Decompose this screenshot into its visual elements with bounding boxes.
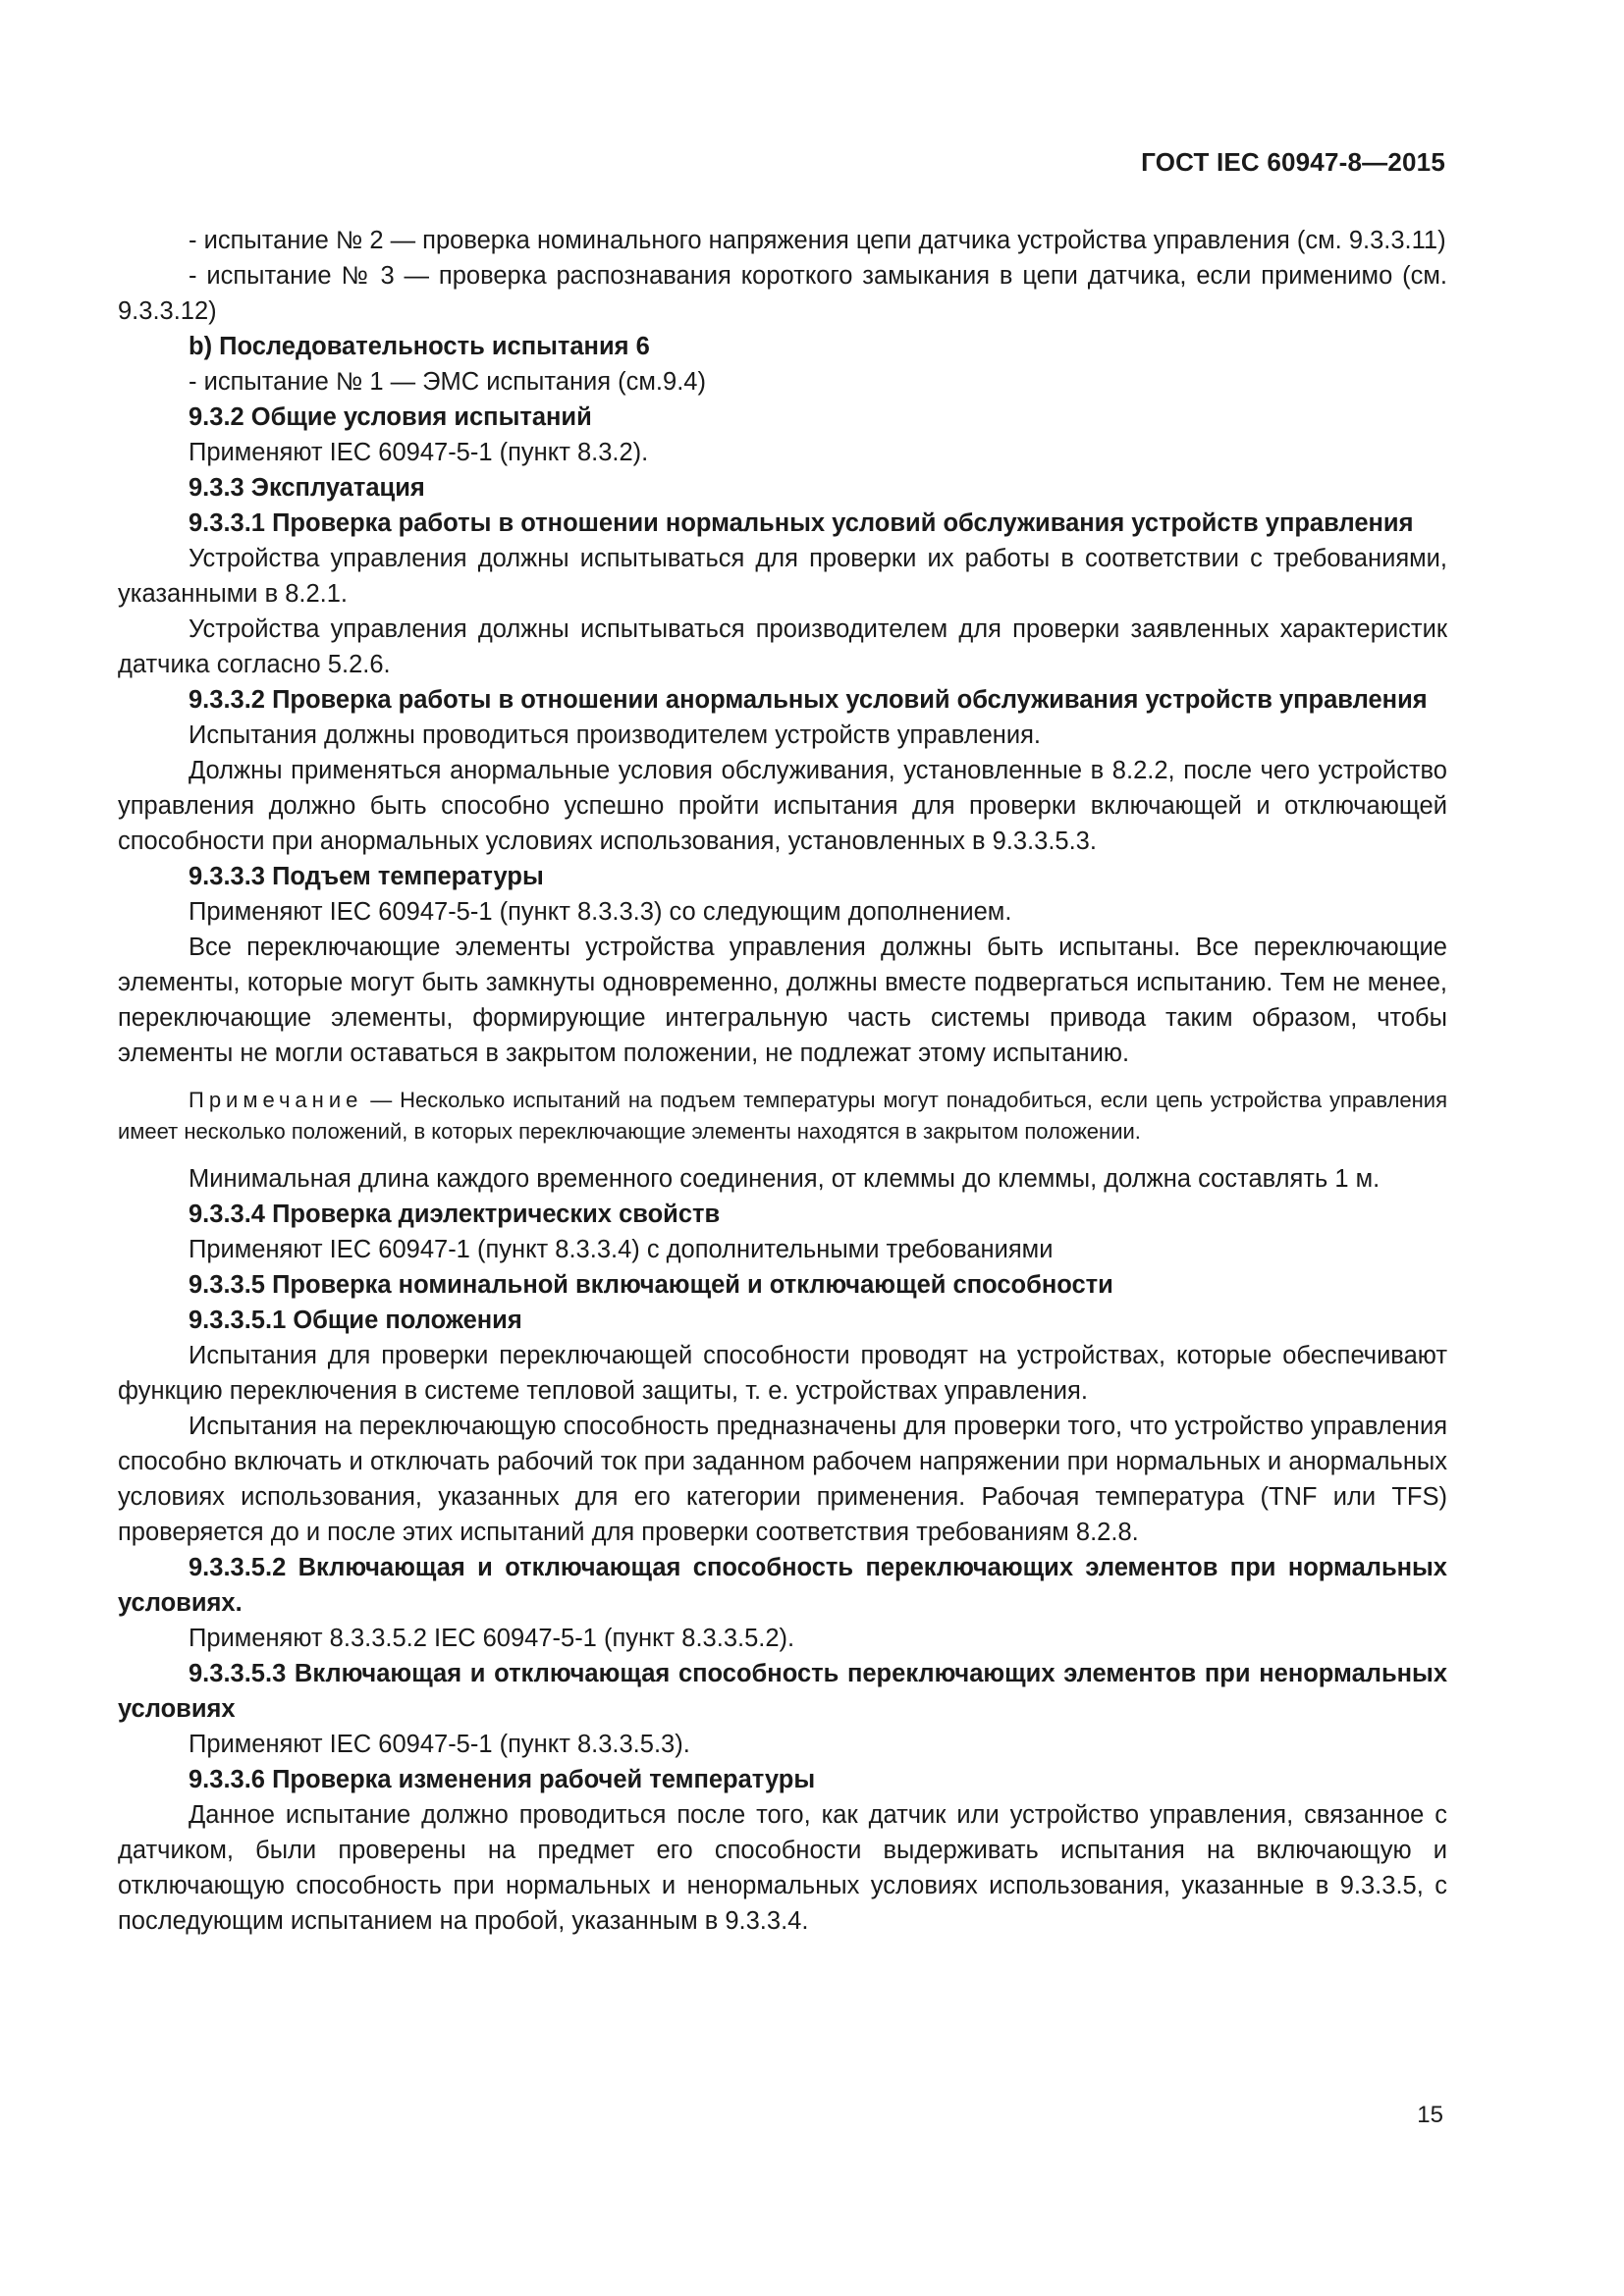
- section-heading: 9.3.3.5.2 Включающая и отключающая способность переключающих элементов при нормальных условиях.: [118, 1554, 1447, 1617]
- paragraph: Устройства управления должны испытываться производителем для проверки заявленных характеристик датчика согласно 5.2.6.: [118, 615, 1447, 678]
- paragraph: Данное испытание должно проводиться после того, как датчик или устройство управления, связанное с датчиком, были проверены на предмет его способности выдерживать испытания на включающую и отключающую способность при нормальных и ненормальных условиях использования, указанные в 9.3.3.5, с последующим испытанием на пробой, указанным в 9.3.3.4.: [118, 1801, 1447, 1935]
- note-text: — Несколько испытаний на подъем температуры могут понадобиться, если цепь устройства управления имеет несколько положений, в которых переключающие элементы находятся в закрытом положении.: [118, 1088, 1447, 1144]
- paragraph: - испытание № 3 — проверка распознавания короткого замыкания в цепи датчика, если применимо (см. 9.3.3.12): [118, 262, 1447, 325]
- paragraph: Применяют IEC 60947-5-1 (пункт 8.3.3.3) со следующим дополнением.: [189, 898, 1012, 926]
- section-heading: 9.3.3.1 Проверка работы в отношении нормальных условий обслуживания устройств управления: [189, 509, 1414, 537]
- paragraph: Испытания должны проводиться производителем устройств управления.: [189, 721, 1041, 749]
- document-standard-id: ГОСТ IEC 60947-8—2015: [1141, 147, 1445, 177]
- paragraph: Все переключающие элементы устройства управления должны быть испытаны. Все переключающие элементы, которые могут быть замкнуты одновременно, должны вместе подвергаться испытанию. Тем не менее, переключающие элементы, формирующие интегральную часть системы привода таким образом, чтобы элементы не могли оставаться в закрытом положении, не подлежат этому испытанию.: [118, 934, 1447, 1067]
- section-heading: 9.3.3.3 Подъем температуры: [189, 863, 544, 890]
- paragraph: Применяют IEC 60947-1 (пункт 8.3.3.4) с дополнительными требованиями: [189, 1236, 1054, 1263]
- section-heading: b) Последовательность испытания 6: [189, 333, 650, 360]
- paragraph: Испытания на переключающую способность предназначены для проверки того, что устройство управления способно включать и отключать рабочий ток при заданном рабочем напряжении при нормальных и анормальных условиях использования, указанных для его категории применения. Рабочая температура (TNF или TFS) проверяется до и после этих испытаний для проверки соответствия требованиям 8.2.8.: [118, 1413, 1447, 1546]
- paragraph: Минимальная длина каждого временного соединения, от клеммы до клеммы, должна составлять 1 м.: [189, 1165, 1380, 1193]
- section-heading: 9.3.3.2 Проверка работы в отношении анормальных условий обслуживания устройств управления: [189, 686, 1428, 714]
- section-heading: 9.3.3.4 Проверка диэлектрических свойств: [189, 1201, 721, 1228]
- paragraph: Устройства управления должны испытываться для проверки их работы в соответствии с требованиями, указанными в 8.2.1.: [118, 545, 1447, 608]
- paragraph: - испытание № 2 — проверка номинального напряжения цепи датчика устройства управления (см. 9.3.3.11): [189, 227, 1446, 254]
- page-number: 15: [1417, 2102, 1443, 2128]
- paragraph: Должны применяться анормальные условия обслуживания, установленные в 8.2.2, после чего устройство управления должно быть способно успешно пройти испытания для проверки включающей и отключающей способности при анормальных условиях использования, установленных в 9.3.3.5.3.: [118, 757, 1447, 855]
- paragraph: - испытание № 1 — ЭМС испытания (см.9.4): [189, 368, 706, 396]
- document-body: [118, 223, 1447, 1939]
- section-heading: 9.3.3.6 Проверка изменения рабочей температуры: [189, 1766, 816, 1793]
- section-heading: 9.3.3 Эксплуатация: [189, 474, 425, 502]
- paragraph: Применяют 8.3.3.5.2 IEC 60947-5-1 (пункт 8.3.3.5.2).: [189, 1625, 795, 1652]
- section-heading: 9.3.3.5.3 Включающая и отключающая способность переключающих элементов при ненормальных условиях: [118, 1660, 1447, 1723]
- section-heading: 9.3.3.5.1 Общие положения: [189, 1307, 522, 1334]
- paragraph: Применяют IEC 60947-5-1 (пункт 8.3.2).: [189, 439, 649, 466]
- section-heading: 9.3.3.5 Проверка номинальной включающей и отключающей способности: [189, 1271, 1113, 1299]
- note: [118, 1085, 1447, 1148]
- paragraph: Испытания для проверки переключающей способности проводят на устройствах, которые обеспечивают функцию переключения в системе тепловой защиты, т. е. устройствах управления.: [118, 1342, 1447, 1405]
- section-heading: 9.3.2 Общие условия испытаний: [189, 403, 592, 431]
- paragraph: Применяют IEC 60947-5-1 (пункт 8.3.3.5.3).: [189, 1731, 690, 1758]
- note-label: Примечание: [189, 1088, 363, 1112]
